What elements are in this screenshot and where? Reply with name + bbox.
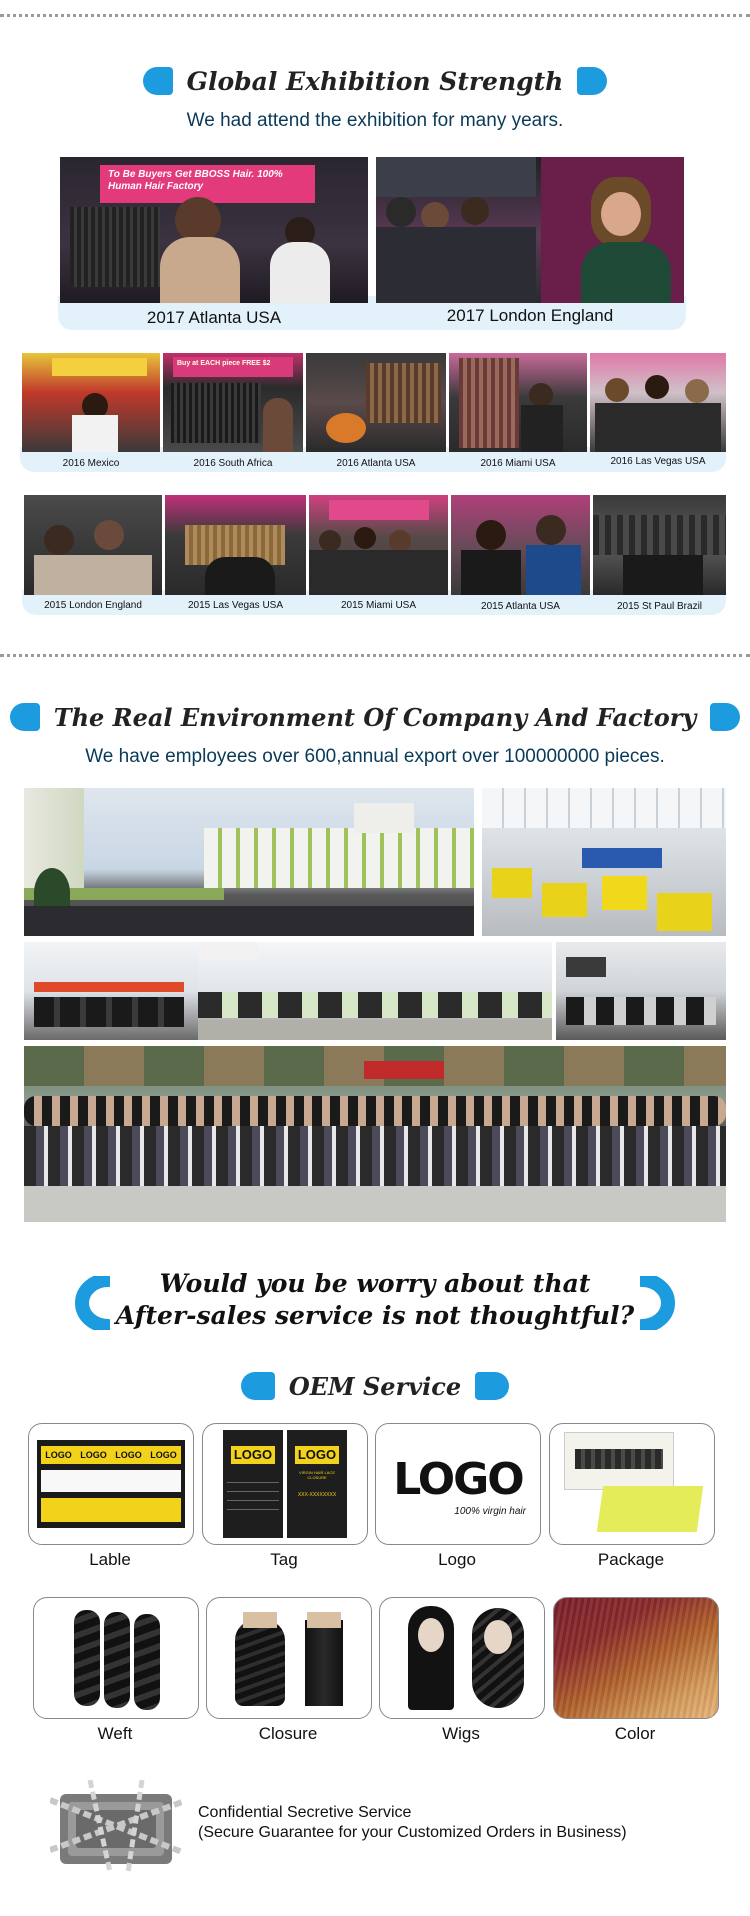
caption-2015-london: 2015 London England — [44, 600, 142, 611]
banner-cap-right — [710, 703, 740, 731]
photo-2017-atlanta — [60, 157, 368, 303]
lable-logo-text: LOGO — [115, 1450, 142, 1460]
photo-2016-las-vegas — [590, 353, 726, 452]
yellow-crate-3 — [602, 876, 647, 910]
miami-2015-bodies — [309, 550, 448, 595]
oem-logo-label: Logo — [438, 1550, 476, 1569]
group-bodies — [24, 1126, 726, 1186]
lable-logo-text: LOGO — [45, 1450, 72, 1460]
lable-bottom-strip — [41, 1498, 181, 1522]
caption-2015-miami: 2015 Miami USA — [340, 600, 417, 611]
st-paul-booths — [593, 515, 726, 555]
photo-2016-atlanta — [306, 353, 446, 452]
tag-left-logo: LOGO — [231, 1446, 275, 1464]
atlanta-orange-bowl — [326, 413, 366, 443]
oem-package-label: Package — [597, 1550, 665, 1569]
mexico-sign — [52, 358, 147, 376]
caption-2016-south-africa: 2016 South Africa — [193, 458, 273, 469]
confidential-text — [198, 1803, 738, 1843]
booth-sign-text: To Be Buyers Get BBOSS Hair. 100% Human Hair Factory — [108, 169, 283, 192]
banner-cap-left — [143, 67, 173, 95]
caption-2017-london: 2017 London England — [446, 306, 614, 325]
oem-wigs-label: Wigs — [442, 1724, 480, 1743]
vegas-head-1 — [605, 378, 629, 402]
package-lid — [564, 1432, 674, 1490]
weft-bundle-1 — [74, 1610, 100, 1706]
banner-cap-left — [10, 703, 40, 731]
confidential-line-1: Confidential Secretive Service — [198, 1804, 412, 1821]
miami-person-head — [529, 383, 553, 407]
oem-lable-label: Lable — [89, 1550, 131, 1569]
question-bracket-left — [56, 1276, 110, 1330]
photo-2015-london — [24, 495, 162, 595]
mexico-person-body — [72, 415, 118, 452]
staff-body — [270, 242, 330, 303]
miami-2015-head-1 — [319, 530, 341, 552]
atlanta-2015-body-2 — [526, 545, 581, 595]
dotted-divider-middle — [0, 654, 750, 657]
building-tower — [354, 803, 414, 833]
photo-2017-london — [376, 157, 684, 303]
smiling-woman-body — [581, 242, 671, 303]
london-2015-head-2 — [94, 520, 124, 550]
office-2-workstations — [198, 992, 552, 1018]
photo-2016-miami — [449, 353, 587, 452]
photo-2016-mexico — [22, 353, 160, 452]
photo-office-1 — [24, 942, 198, 1040]
caption-2015-st-paul: 2015 St Paul Brazil — [616, 601, 703, 612]
hair-display-rack — [70, 207, 160, 287]
oem-wigs-card[interactable] — [379, 1597, 545, 1719]
st-paul-crowd — [623, 555, 703, 595]
oem-weft-label: Weft — [97, 1724, 133, 1743]
exhibition-subtitle: We had attend the exhibition for many years. — [186, 110, 564, 131]
photo-office-3 — [556, 942, 726, 1040]
oem-color-card[interactable] — [553, 1597, 719, 1719]
miami-2015-sign — [329, 500, 429, 520]
lable-logo-text: LOGO — [150, 1450, 177, 1460]
miami-2015-head-2 — [354, 527, 376, 549]
yellow-crate-4 — [657, 893, 712, 931]
exhibition-title-banner — [158, 67, 592, 95]
photo-factory-building — [24, 788, 474, 936]
caption-2015-atlanta: 2015 Atlanta USA — [481, 601, 560, 612]
wig-curly-head — [484, 1620, 512, 1654]
group-red-banner — [364, 1061, 444, 1079]
vegas-head-2 — [645, 375, 669, 399]
question-line-2: After-sales service is not thoughtful? — [115, 1301, 635, 1330]
oem-closure-label: Closure — [258, 1724, 318, 1743]
yellow-crate-2 — [542, 883, 587, 917]
oem-package-card[interactable] — [549, 1423, 715, 1545]
office-2-brand-sign — [198, 942, 258, 960]
weft-bundle-2 — [104, 1612, 130, 1708]
logo-tagline: 100% virgin hair — [454, 1506, 526, 1517]
oem-title: OEM Service — [288, 1371, 462, 1401]
question-text — [110, 1268, 640, 1332]
banner-cap-left — [241, 1372, 275, 1400]
miami-hair-wall — [459, 358, 519, 448]
caption-2016-las-vegas: 2016 Las Vegas USA — [610, 456, 706, 467]
hall-ceiling — [376, 157, 536, 197]
atlanta-hair-wall — [366, 363, 441, 423]
crowd-head-1 — [386, 197, 416, 227]
question-line-1: Would you be worry about that — [159, 1269, 591, 1298]
vegas-group-bodies — [595, 403, 721, 452]
south-africa-sign-text: Buy at EACH piece FREE $2 — [177, 360, 271, 367]
closure-lace-2 — [307, 1612, 341, 1628]
south-africa-person — [263, 398, 293, 452]
question-bracket-right — [640, 1276, 694, 1330]
miami-2015-head-3 — [389, 530, 411, 552]
closure-straight — [305, 1620, 343, 1706]
atlanta-2015-head-1 — [476, 520, 506, 550]
office-3-desks — [566, 997, 716, 1025]
package-box — [597, 1486, 703, 1532]
wig-straight-head — [418, 1618, 444, 1652]
lable-logo-strip-1 — [41, 1446, 181, 1464]
oem-tag-label: Tag — [270, 1550, 298, 1569]
building-main-block — [204, 828, 474, 888]
closure-lace-1 — [243, 1612, 277, 1628]
blue-table — [582, 848, 662, 868]
lable-logo-text: LOGO — [80, 1450, 107, 1460]
photo-2015-st-paul — [593, 495, 726, 595]
crowd-bodies — [376, 227, 536, 303]
banner-cap-right — [577, 67, 607, 95]
workshop-ceiling — [482, 788, 726, 828]
oem-lable-card[interactable] — [28, 1423, 194, 1545]
office-1-desks — [34, 997, 184, 1027]
london-2015-bodies — [34, 555, 152, 595]
road — [24, 906, 474, 936]
photo-staff-group — [24, 1046, 726, 1222]
lable-middle-strip — [41, 1470, 181, 1492]
oem-color-label: Color — [614, 1724, 656, 1743]
office-2-floor — [198, 1020, 552, 1040]
package-hair-bundles — [575, 1449, 663, 1469]
tag-right — [287, 1430, 347, 1538]
vegas-2015-visitors — [205, 557, 275, 595]
caption-2016-miami: 2016 Miami USA — [480, 458, 556, 469]
dotted-divider-top — [0, 14, 750, 17]
visitor-body — [160, 237, 240, 303]
office-1-red-chairs — [34, 982, 184, 992]
confidential-line-2: (Secure Guarantee for your Customized Orders in Business) — [198, 1824, 627, 1841]
lable-sheet — [37, 1440, 185, 1528]
tag-right-code: XXX-XXXXXXXX — [297, 1492, 337, 1498]
tag-right-line: VIRGIN HAIR LACE CLOSURE — [298, 1470, 335, 1480]
office-3-wall-frame — [566, 957, 606, 977]
crowd-head-3 — [461, 197, 489, 225]
photo-2015-las-vegas — [165, 495, 306, 595]
london-2015-head-1 — [44, 525, 74, 555]
caption-2016-mexico: 2016 Mexico — [62, 458, 120, 469]
oem-title-banner — [234, 1372, 516, 1400]
photo-office-2 — [198, 942, 552, 1040]
factory-subtitle: We have employees over 600,annual export over 100000000 pieces. — [85, 746, 665, 767]
miami-person-body — [521, 405, 563, 452]
smiling-woman-face — [601, 192, 641, 236]
caption-2017-atlanta: 2017 Atlanta USA — [146, 308, 282, 327]
caption-2015-las-vegas: 2015 Las Vegas USA — [187, 600, 284, 611]
tag-left-lines — [227, 1474, 279, 1514]
exhibition-title: Global Exhibition Strength — [186, 66, 564, 96]
vegas-head-3 — [685, 379, 709, 403]
factory-title-banner — [14, 703, 736, 731]
crowd-head-2 — [421, 202, 449, 230]
oem-tag-card[interactable] — [202, 1423, 368, 1545]
oem-closure-card[interactable] — [206, 1597, 372, 1719]
closure-curly — [235, 1620, 285, 1706]
south-africa-hair-rack — [171, 383, 261, 443]
logo-word: LOGO — [393, 1454, 523, 1505]
yellow-crate-1 — [492, 868, 532, 898]
oem-weft-card[interactable] — [33, 1597, 199, 1719]
atlanta-2015-body-1 — [461, 550, 521, 595]
tag-left — [223, 1430, 283, 1538]
photo-2015-miami — [309, 495, 448, 595]
factory-title: The Real Environment Of Company And Factory — [53, 702, 697, 732]
chained-safe-icon — [50, 1780, 182, 1872]
banner-cap-right — [475, 1372, 509, 1400]
photo-2015-atlanta — [451, 495, 590, 595]
caption-2016-atlanta: 2016 Atlanta USA — [336, 458, 416, 469]
atlanta-2015-head-2 — [536, 515, 566, 545]
oem-logo-card[interactable] — [375, 1423, 541, 1545]
photo-workshop — [482, 788, 726, 936]
group-ground — [24, 1186, 726, 1222]
group-faces-row-1 — [24, 1096, 726, 1126]
color-hair-texture — [554, 1598, 718, 1718]
weft-bundle-3 — [134, 1614, 160, 1710]
photo-2016-south-africa — [163, 353, 303, 452]
tag-right-logo: LOGO — [295, 1446, 339, 1464]
